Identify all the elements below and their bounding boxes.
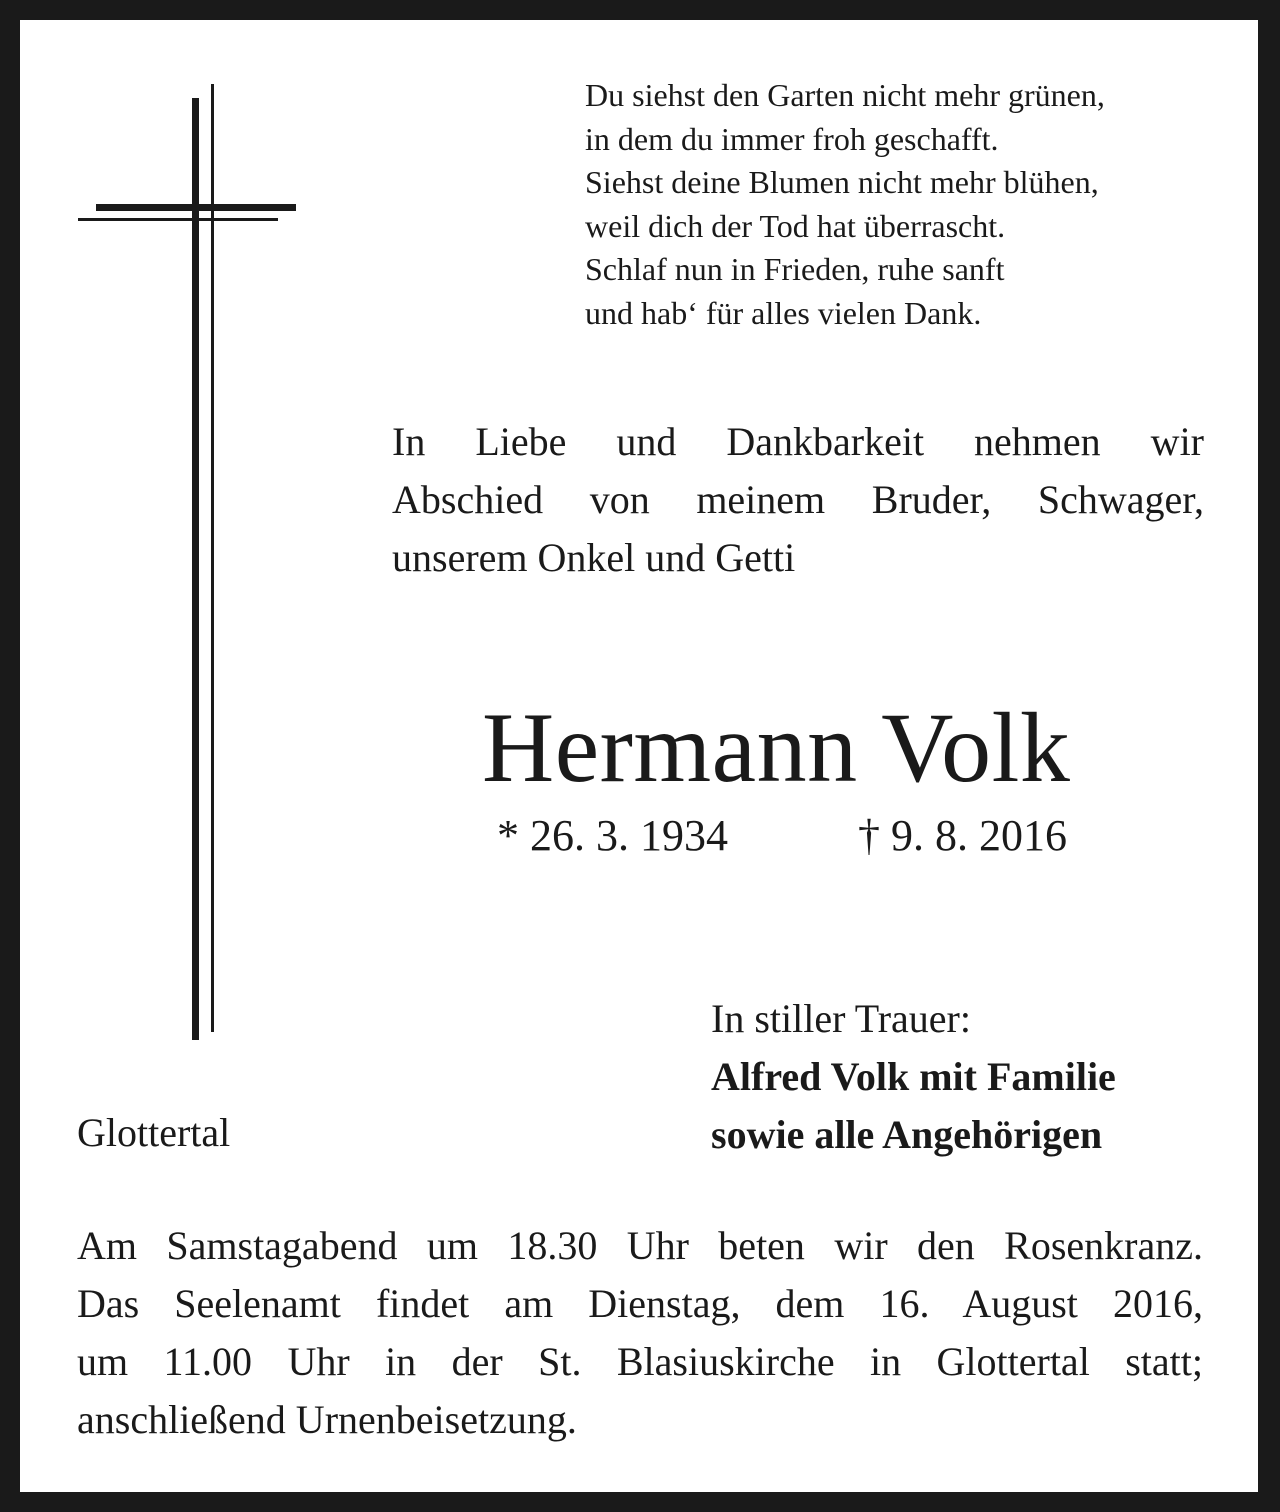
service-line: anschließend Urnenbeisetzung.	[77, 1397, 577, 1442]
intro-line: In Liebe und Dankbarkeit nehmen wir	[392, 419, 1204, 464]
intro-text	[392, 413, 1204, 587]
poem	[585, 74, 1225, 336]
mourners-heading: In stiller Trauer:	[711, 996, 971, 1041]
death-date: † 9. 8. 2016	[858, 811, 1067, 860]
poem-line: in dem du immer froh geschafft.	[585, 120, 999, 157]
mourners-family: Alfred Volk mit Familie	[711, 1054, 1116, 1099]
birth-date: * 26. 3. 1934	[497, 811, 728, 860]
cross-vertical-thick	[192, 98, 199, 1040]
place-name: Glottertal	[77, 1110, 231, 1155]
poem-line: weil dich der Tod hat überrascht.	[585, 207, 1006, 244]
poem-line: Siehst deine Blumen nicht mehr blühen,	[585, 164, 1099, 201]
poem-line: Du siehst den Garten nicht mehr grünen,	[585, 77, 1105, 113]
service-details	[77, 1217, 1203, 1449]
service-line: um 11.00 Uhr in der St. Blasiuskirche in Glottertal statt;	[77, 1339, 1203, 1384]
poem-line: und hab‘ für alles vielen Dank.	[585, 294, 982, 331]
cross-horizontal-upper	[96, 204, 296, 211]
service-line: Am Samstagabend um 18.30 Uhr beten wir den Rosenkranz.	[77, 1223, 1203, 1268]
cross-vertical-thin	[211, 84, 214, 1032]
service-line: Das Seelenamt findet am Dienstag, dem 16. August 2016,	[77, 1281, 1203, 1326]
mourners	[711, 990, 1211, 1164]
deceased-name: Hermann Volk	[482, 692, 1071, 803]
poem-line: Schlaf nun in Frieden, ruhe sanft	[585, 251, 1005, 288]
cross-horizontal-lower	[78, 218, 278, 221]
mourners-relatives: sowie alle Angehörigen	[711, 1112, 1103, 1157]
intro-line: Abschied von meinem Bruder, Schwager,	[392, 477, 1204, 522]
intro-line: unserem Onkel und Getti	[392, 535, 796, 580]
